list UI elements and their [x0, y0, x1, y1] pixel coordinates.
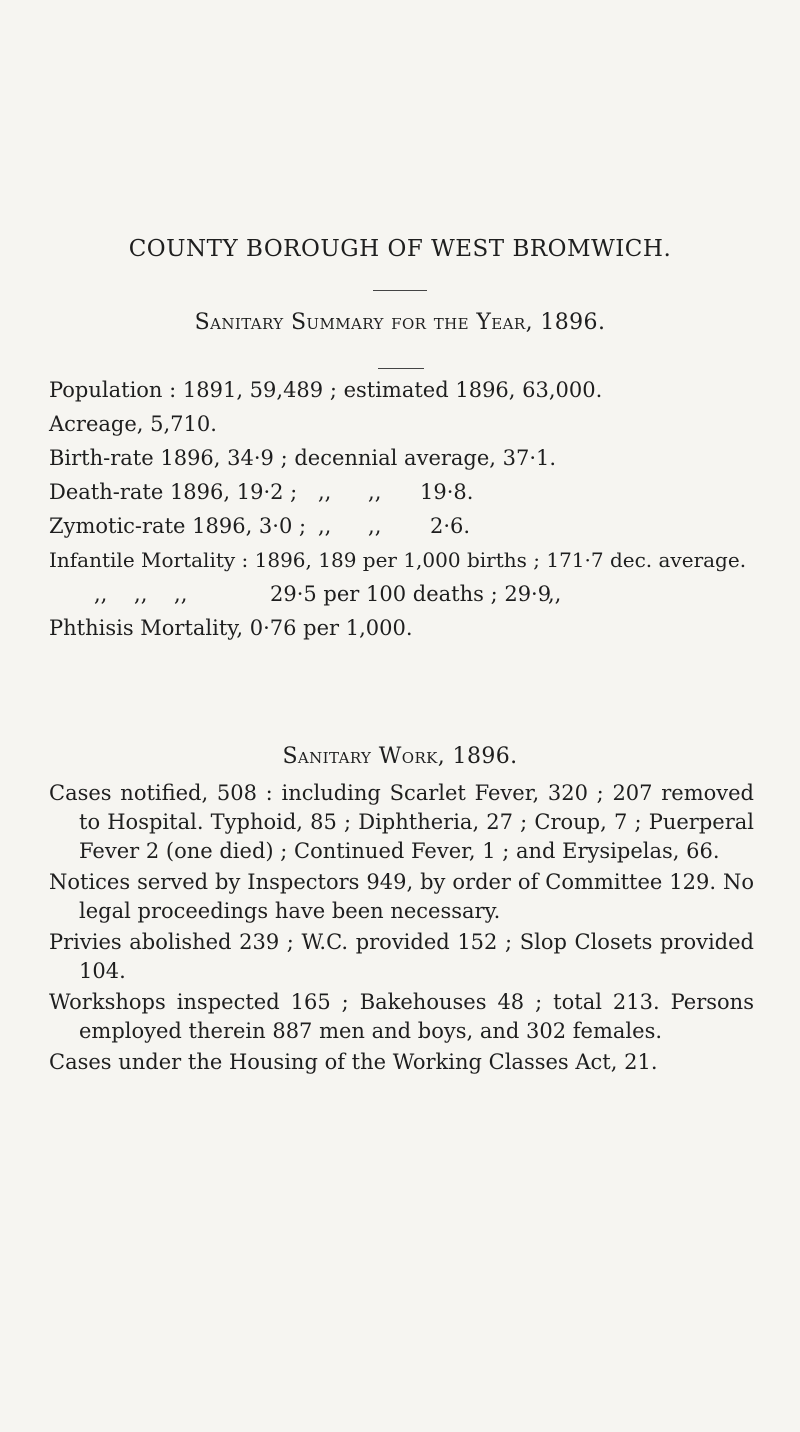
- phthisis-mortality-line: Phthisis Mortality, 0·76 per 1,000.: [49, 616, 413, 640]
- summary-subtitle: Sanitary Summary for the Year, 1896.: [194, 310, 606, 335]
- death-rate-ditto: ,, ,,: [318, 480, 382, 504]
- sanitary-work-list: [49, 779, 754, 1077]
- death-rate-line: Death-rate 1896, 19·2 ;: [49, 480, 298, 504]
- infant-deaths-ditto: ,,: [548, 582, 562, 606]
- infant-deaths-line: 29·5 per 100 deaths ; 29·9: [270, 582, 552, 606]
- page-title: COUNTY BOROUGH OF WEST BROMWICH.: [128, 236, 672, 262]
- infant-mortality-ditto: ,, ,, ,,: [94, 582, 188, 606]
- privies-paragraph: Privies abolished 239 ; W.C. provided 152 ; Slop Closets provided 104.: [49, 930, 754, 983]
- workshops-paragraph: Workshops inspected 165 ; Bakehouses 48 ; total 213. Persons employed therein 887 men and boys, and 302 females.: [49, 990, 754, 1043]
- housing-act-paragraph: Cases under the Housing of the Working Classes Act, 21.: [49, 1050, 658, 1074]
- birth-rate-line: Birth-rate 1896, 34·9 ; decennial average, 37·1.: [49, 446, 557, 470]
- zymotic-rate-average: 2·6.: [430, 514, 471, 538]
- infant-mortality-line: Infantile Mortality : 1896, 189 per 1,000 births ; 171·7 dec. average.: [49, 548, 747, 572]
- death-rate-average: 19·8.: [420, 480, 474, 504]
- population-line: Population : 1891, 59,489 ; estimated 1896, 63,000.: [49, 378, 603, 402]
- acreage-line: Acreage, 5,710.: [49, 412, 217, 436]
- cases-notified-paragraph: Cases notified, 508 : including Scarlet Fever, 320 ; 207 removed to Hospital. Typhoid, 85 ; Diphtheria, 27 ; Croup, 7 ; Puerperal Fever 2 (one died) ; Continued Fever, 1 ; and Erysipelas, 66.: [49, 781, 754, 863]
- notices-served-paragraph: Notices served by Inspectors 949, by order of Committee 129. No legal proceedings have been necessary.: [49, 870, 754, 923]
- zymotic-rate-ditto: ,, ,,: [318, 514, 382, 538]
- title-divider: [373, 290, 427, 291]
- subtitle-divider: [378, 368, 424, 369]
- zymotic-rate-line: Zymotic-rate 1896, 3·0 ;: [49, 514, 307, 538]
- sanitary-work-heading: Sanitary Work, 1896.: [282, 744, 518, 769]
